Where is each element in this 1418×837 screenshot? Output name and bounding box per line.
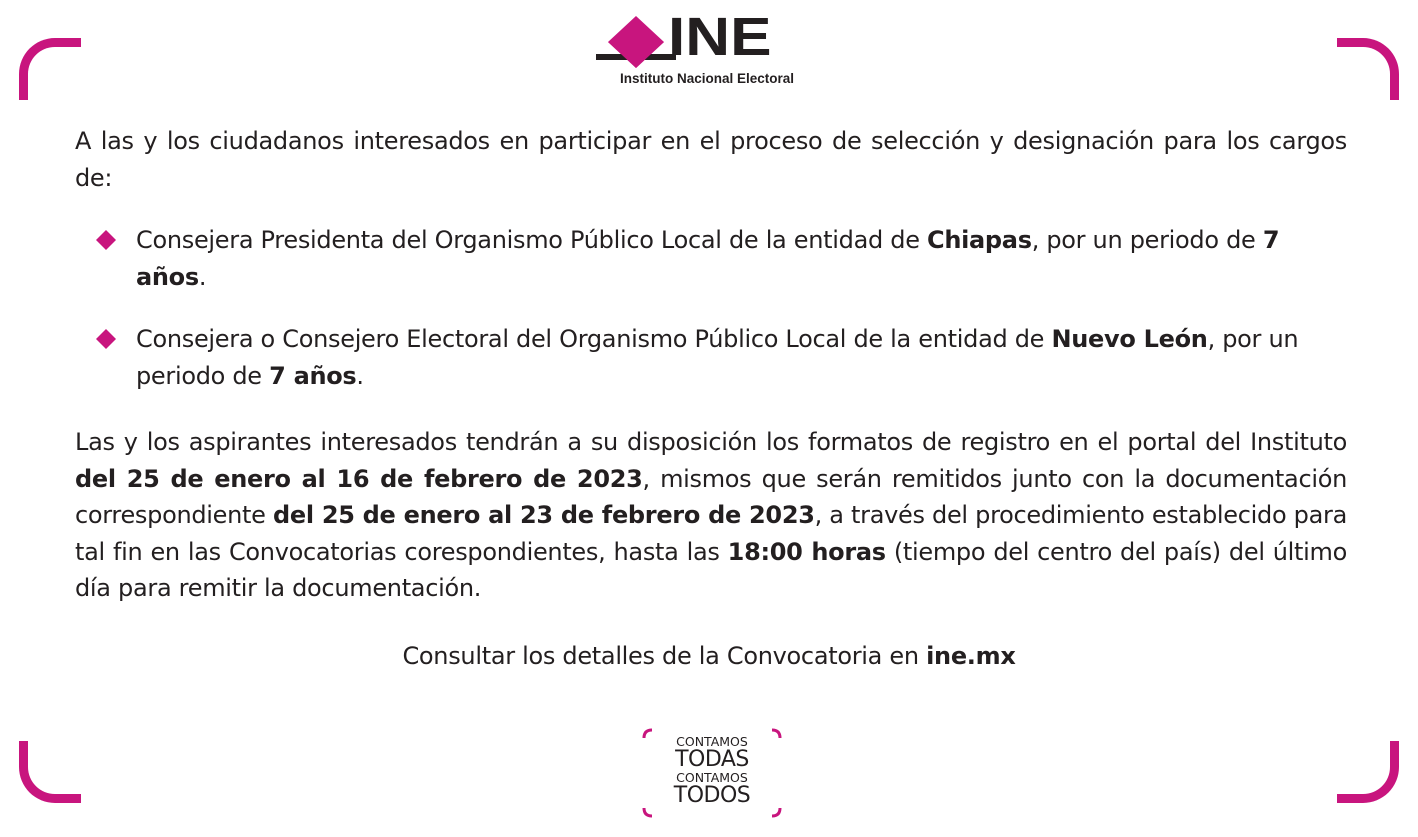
corner-bracket-top-left-icon bbox=[19, 38, 81, 100]
bullet-item-nuevo-leon bbox=[136, 321, 1336, 394]
corner-bracket-bottom-right-icon bbox=[1337, 741, 1399, 803]
bullet-text: , por un periodo de bbox=[136, 325, 1299, 390]
bullet-entity: Nuevo León bbox=[1051, 325, 1208, 353]
registration-details-paragraph bbox=[75, 424, 1347, 607]
corner-bracket-bottom-left-icon bbox=[19, 741, 81, 803]
bullet-text: Consejera o Consejero Electoral del Organismo Público Local de la entidad de bbox=[136, 325, 1052, 353]
consult-line bbox=[0, 638, 1418, 674]
bullet-entity: Chiapas bbox=[927, 226, 1032, 254]
bullet-item-chiapas bbox=[136, 222, 1336, 295]
registration-period: del 25 de enero al 16 de febrero de 2023 bbox=[75, 464, 643, 493]
slogan-line-2: TODAS bbox=[675, 747, 749, 772]
slogan-line-4: TODOS bbox=[673, 783, 751, 808]
bullet-term: 7 años bbox=[136, 226, 1280, 291]
details-text: Las y los aspirantes interesados tendrán a su disposición los formatos de registro en el portal del Instituto bbox=[75, 428, 1347, 456]
diamond-bullet-icon bbox=[96, 329, 116, 349]
details-text: , a través del procedimiento establecido para tal fin en las Convocatorias corespondientes, hasta las bbox=[75, 501, 1348, 566]
slogan-badge bbox=[642, 728, 782, 820]
ine-logo bbox=[596, 7, 822, 92]
logo-wordmark: INE bbox=[668, 7, 772, 67]
details-text: , mismos que serán remitidos junto con la documentación correspondiente bbox=[75, 464, 1347, 529]
ine-mx-link[interactable]: ine.mx bbox=[926, 642, 1016, 670]
bullet-text: . bbox=[356, 361, 364, 390]
logo-subtitle: Instituto Nacional Electoral bbox=[619, 71, 795, 86]
diamond-bullet-icon bbox=[96, 230, 116, 250]
intro-paragraph: A las y los ciudadanos interesados en participar en el proceso de selección y designación para los cargos de: bbox=[75, 127, 1347, 192]
submission-period: del 25 de enero al 23 de febrero de 2023 bbox=[272, 501, 815, 529]
slogan-text bbox=[642, 735, 782, 807]
ine-diamond-logo-icon bbox=[596, 16, 676, 68]
bullet-text: . bbox=[198, 262, 207, 291]
consult-text: Consultar los detalles de la Convocatoria en bbox=[402, 642, 927, 670]
bullet-text: Consejera Presidenta del Organismo Público Local de la entidad de bbox=[136, 226, 927, 254]
details-text: (tiempo del centro del país) del último día para remitir la documentación. bbox=[75, 537, 1347, 602]
bullet-text: , por un periodo de bbox=[1031, 226, 1263, 254]
slogan-line-3: CONTAMOS bbox=[676, 770, 748, 785]
corner-bracket-top-right-icon bbox=[1337, 38, 1399, 100]
slogan-line-1: CONTAMOS bbox=[676, 734, 748, 749]
deadline-time: 18:00 horas bbox=[727, 537, 886, 566]
bullet-term: 7 años bbox=[269, 361, 357, 390]
